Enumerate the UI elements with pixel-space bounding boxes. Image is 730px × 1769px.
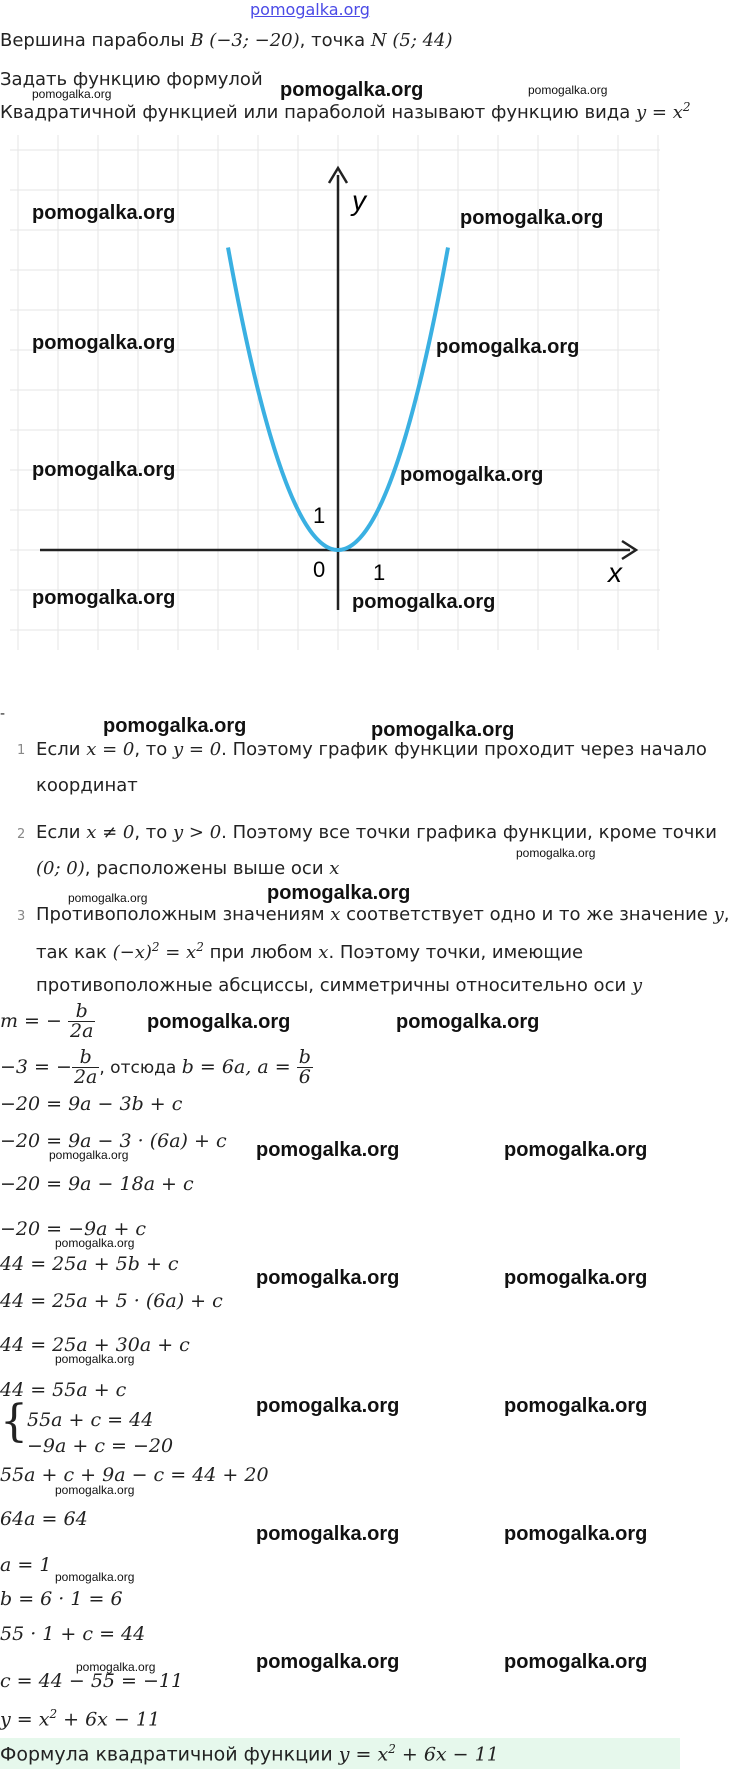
watermark: pomogalka.org (32, 587, 176, 609)
definition (0, 100, 691, 123)
solution-final-line: $y = x^2 + 6x - 11$ (0, 1707, 161, 1731)
section-title: Задать функцию формулой (0, 69, 263, 90)
watermark: pomogalka.org (103, 715, 247, 737)
watermark-small: pomogalka.org (55, 1483, 135, 1497)
watermark: pomogalka.org (256, 1651, 400, 1673)
watermark: pomogalka.org (504, 1523, 648, 1545)
watermark: pomogalka.org (256, 1523, 400, 1545)
watermark: pomogalka.org (267, 882, 411, 904)
property-3-line1: Противоположным значениям x соответствует одно и то же значение y, (36, 904, 730, 925)
property-2-number: 2 (17, 827, 26, 842)
watermark: pomogalka.org (32, 332, 176, 354)
property-1-line1: Если x = 0, то y = 0. Поэтому график функции проходит через начало (36, 739, 707, 760)
watermark: pomogalka.org (400, 464, 544, 486)
solution-line: 55 · 1 + c = 44 (0, 1623, 146, 1645)
solution-m-formula: m = − $\frac{b}{2a}$ (0, 1000, 94, 1042)
vertex-formula: B (−3; −20) (190, 30, 300, 51)
watermark: pomogalka.org (147, 1011, 291, 1033)
header (250, 0, 370, 19)
problem-statement (0, 30, 453, 51)
property-1-line2: координат (36, 775, 138, 796)
solution-eq2: −3 = − $\frac{b}{2a}$ , отсюда b = 6a, a = $\frac{b}{6}$ (0, 1046, 311, 1088)
problem-prefix: Вершина параболы (0, 30, 191, 51)
system-eq-1: 55a + c = 44 (27, 1409, 154, 1431)
watermark: pomogalka.org (504, 1651, 648, 1673)
site-link[interactable]: pomogalka.org (250, 0, 370, 19)
definition-exp: 2 (682, 100, 691, 114)
point-formula: N (5; 44) (370, 30, 453, 51)
property-2-line2: (0; 0), расположены выше оси x (36, 858, 340, 879)
watermark: pomogalka.org (371, 719, 515, 741)
result-label: Формула квадратичной функции (0, 1743, 339, 1766)
one-x-label: 1 (373, 560, 386, 585)
solution-line: c = 44 − 55 = −11 (0, 1670, 184, 1692)
watermark-small: pomogalka.org (55, 1352, 135, 1366)
dash: - (0, 706, 6, 722)
watermark: pomogalka.org (280, 79, 424, 101)
solution-line: a = 1 (0, 1554, 52, 1576)
result-text: Формула квадратичной функции $y = x^2 + 6x - 11$ (0, 1742, 499, 1766)
solution-line: 44 = 55a + c (0, 1379, 127, 1401)
watermark-small: pomogalka.org (55, 1570, 135, 1584)
watermark-small: pomogalka.org (76, 1660, 156, 1674)
solution-line: −20 = −9a + c (0, 1218, 147, 1240)
watermark: pomogalka.org (436, 336, 580, 358)
solution-line: b = 6 · 1 = 6 (0, 1588, 123, 1610)
property-1-number: 1 (17, 743, 26, 758)
watermark: pomogalka.org (256, 1267, 400, 1289)
definition-formula: y = x (636, 102, 683, 123)
watermark: pomogalka.org (32, 202, 176, 224)
solution-line: −20 = 9a − 3 · (6a) + c (0, 1130, 227, 1152)
property-3-line3: противоположные абсциссы, симметричны относительно оси y (36, 975, 643, 996)
result-bar (0, 1738, 680, 1769)
x-axis-label: x (608, 557, 622, 588)
watermark: pomogalka.org (256, 1139, 400, 1161)
property-3-number: 3 (17, 909, 26, 924)
origin-label: 0 (313, 557, 326, 582)
watermark-small: pomogalka.org (32, 87, 112, 101)
watermark: pomogalka.org (460, 207, 604, 229)
watermark: pomogalka.org (504, 1139, 648, 1161)
solution-line: 44 = 25a + 5b + c (0, 1253, 179, 1275)
definition-text: Квадратичной функцией или параболой называют функцию вида (0, 102, 636, 123)
problem-middle: , точка (299, 30, 371, 51)
watermark: pomogalka.org (256, 1395, 400, 1417)
system-brace: { (0, 1396, 28, 1447)
watermark-small: pomogalka.org (49, 1148, 129, 1162)
property-2-line1: Если x ≠ 0, то y > 0. Поэтому все точки графика функции, кроме точки (36, 822, 718, 843)
solution-line: 44 = 25a + 30a + c (0, 1334, 190, 1356)
watermark-small: pomogalka.org (516, 846, 596, 860)
watermark-small: pomogalka.org (528, 83, 608, 97)
solution-line: −20 = 9a − 18a + c (0, 1173, 194, 1195)
solution-line: 55a + c + 9a − c = 44 + 20 (0, 1464, 269, 1486)
watermark: pomogalka.org (32, 459, 176, 481)
system-eq-2: −9a + c = −20 (27, 1435, 174, 1457)
watermark: pomogalka.org (504, 1267, 648, 1289)
watermark: pomogalka.org (504, 1395, 648, 1417)
one-y-label: 1 (313, 503, 326, 528)
property-3-line2: так как $(-x)^2 = x^2$ при любом x. Поэтому точки, имеющие (36, 940, 584, 963)
watermark: pomogalka.org (352, 591, 496, 613)
solution-line: −20 = 9a − 3b + c (0, 1093, 183, 1115)
watermark: pomogalka.org (396, 1011, 540, 1033)
solution-line: 64a = 64 (0, 1508, 88, 1530)
watermark-small: pomogalka.org (55, 1236, 135, 1250)
solution-line: 44 = 25a + 5 · (6a) + c (0, 1290, 223, 1312)
watermark-small: pomogalka.org (68, 891, 148, 905)
y-axis-label: y (352, 185, 366, 216)
